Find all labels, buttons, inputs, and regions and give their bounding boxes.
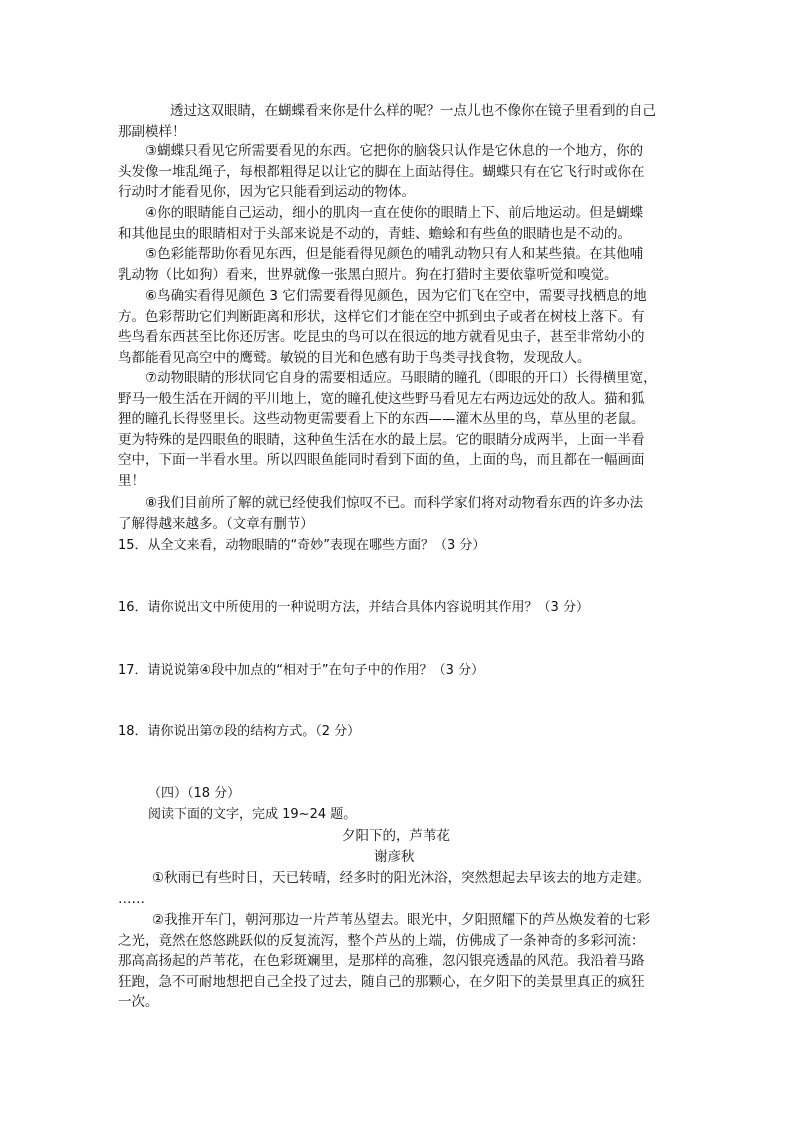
passage-paragraph-7 — [118, 368, 678, 492]
passage-paragraph-4 — [118, 203, 678, 244]
text-line: 更为特殊的是四眼鱼的眼睛，这种鱼生活在水的最上层。它的眼睛分成两半，上面一半看 — [118, 431, 645, 448]
text-line: 那高高扬起的芦苇花，在色彩斑斓里，是那样的高雅，忽闪银亮透晶的风范。我沿着马路 — [118, 953, 645, 970]
text-line: ①秋雨已有些时日，天已转晴，经多时的阳光沐浴，突然想起去早该去的地方走建。 — [152, 870, 651, 886]
text-line: ②我推开车门，朝河那边一片芦苇丛望去。眼光中，夕阳照耀下的芦丛焕发着的七彩 — [152, 912, 651, 928]
text-line: 一次。 — [118, 994, 159, 1011]
text-line: 里！ — [118, 472, 145, 489]
text-line: ⑥鸟确实看得见颜色 3 它们需要看得见颜色，因为它们飞在空中，需要寻找栖息的地 — [145, 288, 647, 304]
text-line: 些鸟看东西甚至比你还厉害。吃昆虫的鸟可以在很远的地方就看见虫子，甚至非常幼小的 — [118, 329, 645, 346]
text-line: 之光，竟然在悠悠跳跃似的反复流泻，整个芦丛的上端，仿佛成了一条神奇的多彩河流： — [118, 932, 645, 949]
text-line: ⑧我们目前所了解的就已经使我们惊叹不已。而科学家们将对动物看东西的许多办法 — [145, 495, 644, 511]
question-15: 15．从全文来看，动物眼睛的“奇妙”表现在哪些方面？（3 分） — [118, 538, 486, 553]
question-18: 18．请你说出第⑦段的结构方式。（2 分） — [118, 724, 361, 739]
passage-paragraph-6 — [118, 286, 678, 368]
text-line: 方。色彩帮助它们判断距离和形状，这样它们才能在空中抓到虫子或者在树枝上落下。有 — [118, 308, 645, 325]
article-title: 夕阳下的，芦苇花 — [342, 828, 450, 844]
article-paragraph-1 — [118, 868, 678, 909]
passage-paragraph-5 — [118, 244, 678, 285]
text-line: 了解得越来越多。（文章有删节） — [118, 515, 314, 532]
passage-paragraph-1 — [118, 101, 678, 142]
article-paragraph-2 — [118, 910, 678, 1013]
text-line: 空中，下面一半看水里。所以四眼鱼能同时看到下面的鱼，上面的鸟，而且都在一幅画面 — [118, 452, 645, 469]
text-line: 行动时才能看见你，因为它只能看到运动的物体。 — [118, 184, 415, 201]
ellipsis: …… — [118, 890, 145, 907]
text-line: 和其他昆虫的眼睛相对于头部来说是不动的，青蛙、蟾蜍和有些鱼的眼睛也是不动的。 — [118, 225, 631, 242]
text-line: ⑤色彩能帮助你看见东西，但是能看得见颜色的哺乳动物只有人和某些猿。在其他哺 — [145, 246, 644, 262]
text-line: 那副模样！ — [118, 123, 186, 140]
section-heading: （四）（18 分） — [148, 786, 241, 801]
passage-paragraph-8 — [118, 493, 678, 534]
text-line: 鸟都能看见高空中的鹰鹫。敏锐的目光和色感有助于鸟类寻找食物，发现敌人。 — [118, 349, 591, 366]
text-line: 乳动物（比如狗）看来，世界就像一张黑白照片。狗在打猎时主要依靠听觉和嗅觉。 — [118, 266, 618, 283]
text-line: ⑦动物眼睛的形状同它自身的需要相适应。马眼睛的瞳孔（即眼的开口）长得横里宽， — [145, 370, 657, 386]
text-line: 透过这双眼睛，在蝴蝶看来你是什么样的呢？一点儿也不像你在镜子里看到的自己 — [170, 103, 656, 119]
section-instruction: 阅读下面的文字，完成 19~24 题。 — [148, 807, 357, 822]
question-16: 16．请你说出文中所使用的一种说明方法，并结合具体内容说明其作用？（3 分） — [118, 600, 589, 615]
text-line: ③蝴蝶只看见它所需要看见的东西。它把你的脑袋只认作是它休息的一个地方，你的 — [145, 143, 644, 159]
text-line: 头发像一堆乱绳子，每根都粗得足以让它的脚在上面站得住。蝴蝶只有在它飞行时或你在 — [118, 163, 645, 180]
question-17: 17．请说说第④段中加点的“相对于”在句子中的作用？（3 分） — [118, 663, 485, 678]
article-author: 谢彦秋 — [374, 849, 415, 865]
text-line: 野马一般生活在开阔的平川地上，宽的瞳孔使这些野马看见左右两边远处的敌人。猫和狐 — [118, 390, 645, 407]
text-line: ④你的眼睛能自己运动，细小的肌肉一直在使你的眼睛上下、前后地运动。但是蝴蝶 — [145, 205, 644, 221]
text-line: 狸的瞳孔长得竖里长。这些动物更需要看上下的东西——灌木丛里的鸟，草丛里的老鼠。 — [118, 411, 645, 428]
passage-paragraph-3 — [118, 141, 678, 203]
text-line: 狂跑，急不可耐地想把自己全投了过去，随自己的那颗心，在夕阳下的美景里真正的疯狂 — [118, 973, 645, 990]
